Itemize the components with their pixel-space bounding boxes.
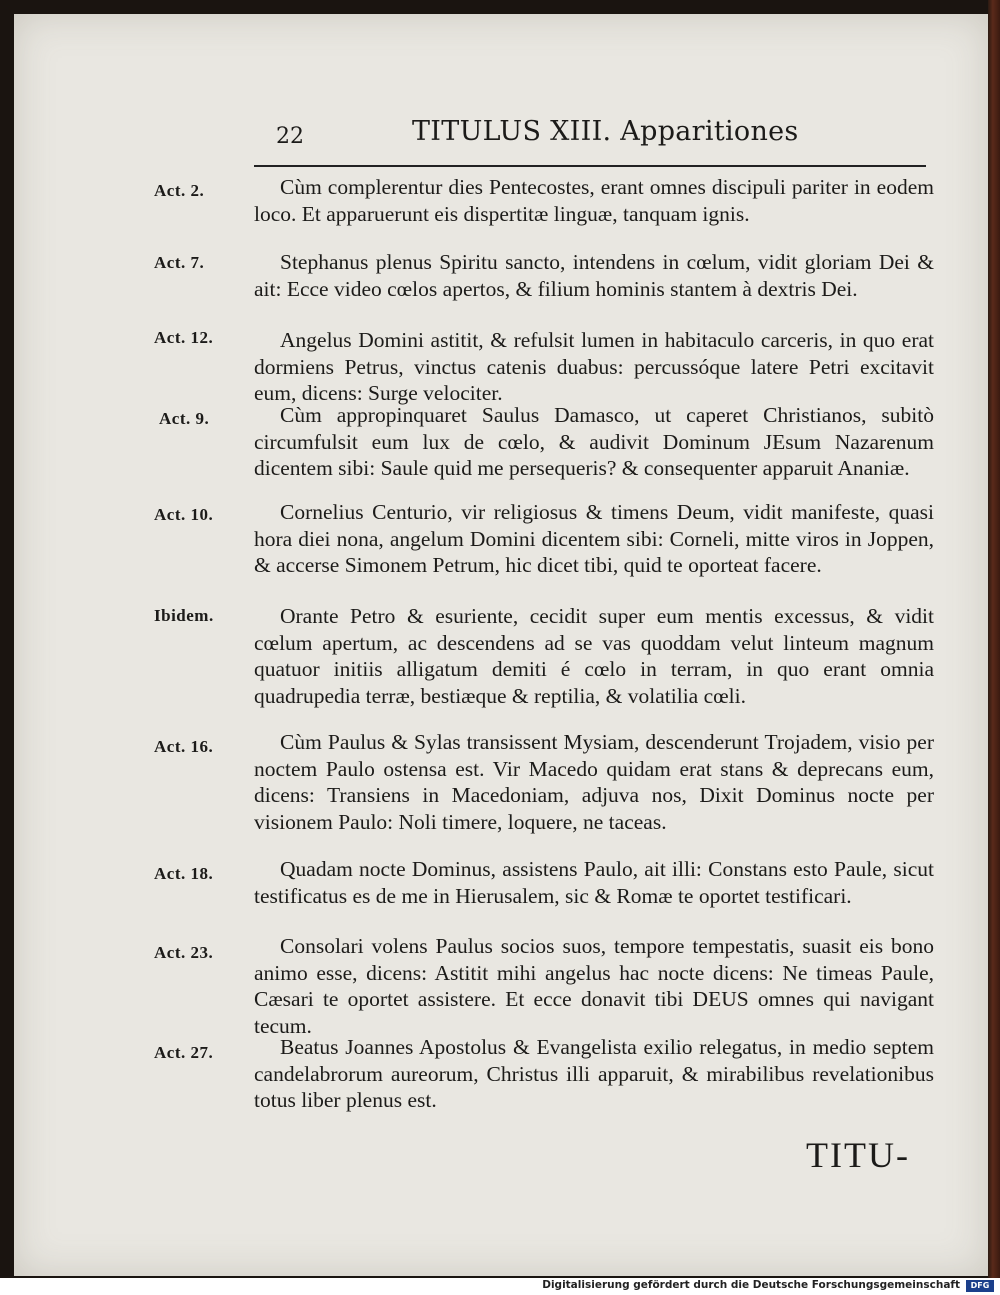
margin-reference: Act. 27. bbox=[154, 1043, 214, 1062]
entry-text: Orante Petro & esuriente, cecidit super eum mentis excessus, & vidit cœlum apertum, ac descendens ad se vas quoddam velut linteum magnum quatuor initiis alligatum demiti é cœlo in terram, in quo erant omnia quadrupedia terræ, bestiæque & reptilia, & volatilia cœli. bbox=[254, 604, 934, 708]
book-spine bbox=[988, 0, 1000, 1278]
margin-reference: Act. 23. bbox=[154, 943, 214, 962]
entry-text: Angelus Domini astitit, & refulsit lumen in habitaculo carceris, in quo erat dormiens Petrus, vinctus catenis duabus: percussóque latere Petri excitavit eum, dicens: Surge velociter. bbox=[254, 328, 934, 405]
page-header bbox=[262, 116, 799, 154]
margin-reference: Ibidem. bbox=[154, 606, 214, 625]
margin-reference: Act. 7. bbox=[154, 253, 205, 272]
funding-notice: Digitalisierung gefördert durch die Deutsche Forschungsgemeinschaft bbox=[542, 1279, 960, 1291]
margin-reference: Act. 9. bbox=[159, 409, 210, 428]
entry-text: Cùm Paulus & Sylas transissent Mysiam, descenderunt Trojadem, visio per noctem Paulo ostensa est. Vir Macedo quidam erat stans & deprecans eum, dicens: Transiens in Macedoniam, adjuva nos, Dixit Dominus nocte per visionem Paulo: Noli timere, loquere, ne taceas. bbox=[254, 730, 934, 834]
header-rule bbox=[254, 165, 926, 167]
book-page bbox=[14, 14, 988, 1276]
entry-text: Cùm complerentur dies Pentecostes, erant omnes discipuli pariter in eodem loco. Et apparuerunt eis dispertitæ linguæ, tanquam ignis. bbox=[254, 175, 934, 226]
entry-text: Quadam nocte Dominus, assistens Paulo, ait illi: Constans esto Paule, sicut testificatus es de me in Hierusalem, sic & Romæ te oportet testificari. bbox=[254, 857, 934, 908]
margin-reference: Act. 2. bbox=[154, 181, 205, 200]
entry-text: Cornelius Centurio, vir religiosus & timens Deum, vidit manifeste, quasi hora diei nona, angelum Domini dicentem sibi: Corneli, mitte viros in Joppen, & accerse Simonem Petrum, hic dicet tibi, quid te oporteat facere. bbox=[254, 500, 934, 577]
running-head: TITULUS XIII. Apparitiones bbox=[412, 116, 799, 147]
margin-reference: Act. 16. bbox=[154, 737, 214, 756]
dfg-logo: DFG bbox=[966, 1280, 994, 1292]
entry-text: Stephanus plenus Spiritu sancto, intendens in cœlum, vidit gloriam Dei & ait: Ecce video cœlos apertos, & filium hominis stantem à dextris Dei. bbox=[254, 250, 934, 301]
margin-reference: Act. 18. bbox=[154, 864, 214, 883]
catchword: TITU- bbox=[806, 1135, 910, 1175]
margin-reference: Act. 10. bbox=[154, 505, 214, 524]
footer-bar bbox=[0, 1278, 1000, 1295]
margin-reference: Act. 12. bbox=[154, 328, 214, 347]
entry-text: Cùm appropinquaret Saulus Damasco, ut caperet Christianos, subitò circumfulsit eum lux de cœlo, & audivit Dominum JEsum Nazarenum dicentem sibi: Saule quid me persequeris? & consequenter apparuit Ananiæ. bbox=[254, 403, 934, 480]
page-number: 22 bbox=[276, 124, 304, 149]
entry-text: Beatus Joannes Apostolus & Evangelista exilio relegatus, in medio septem candelabrorum aureorum, Christus illi apparuit, & mirabilibus revelationibus totus liber plenus est. bbox=[254, 1035, 934, 1112]
entry-text: Consolari volens Paulus socios suos, tempore tempestatis, suasit eis bono animo esse, dicens: Astitit mihi angelus hac nocte dicens: Ne timeas Paule, Cæsari te oportet assistere. Et ecce donavit tibi DEUS omnes qui navigant tecum. bbox=[254, 934, 934, 1038]
